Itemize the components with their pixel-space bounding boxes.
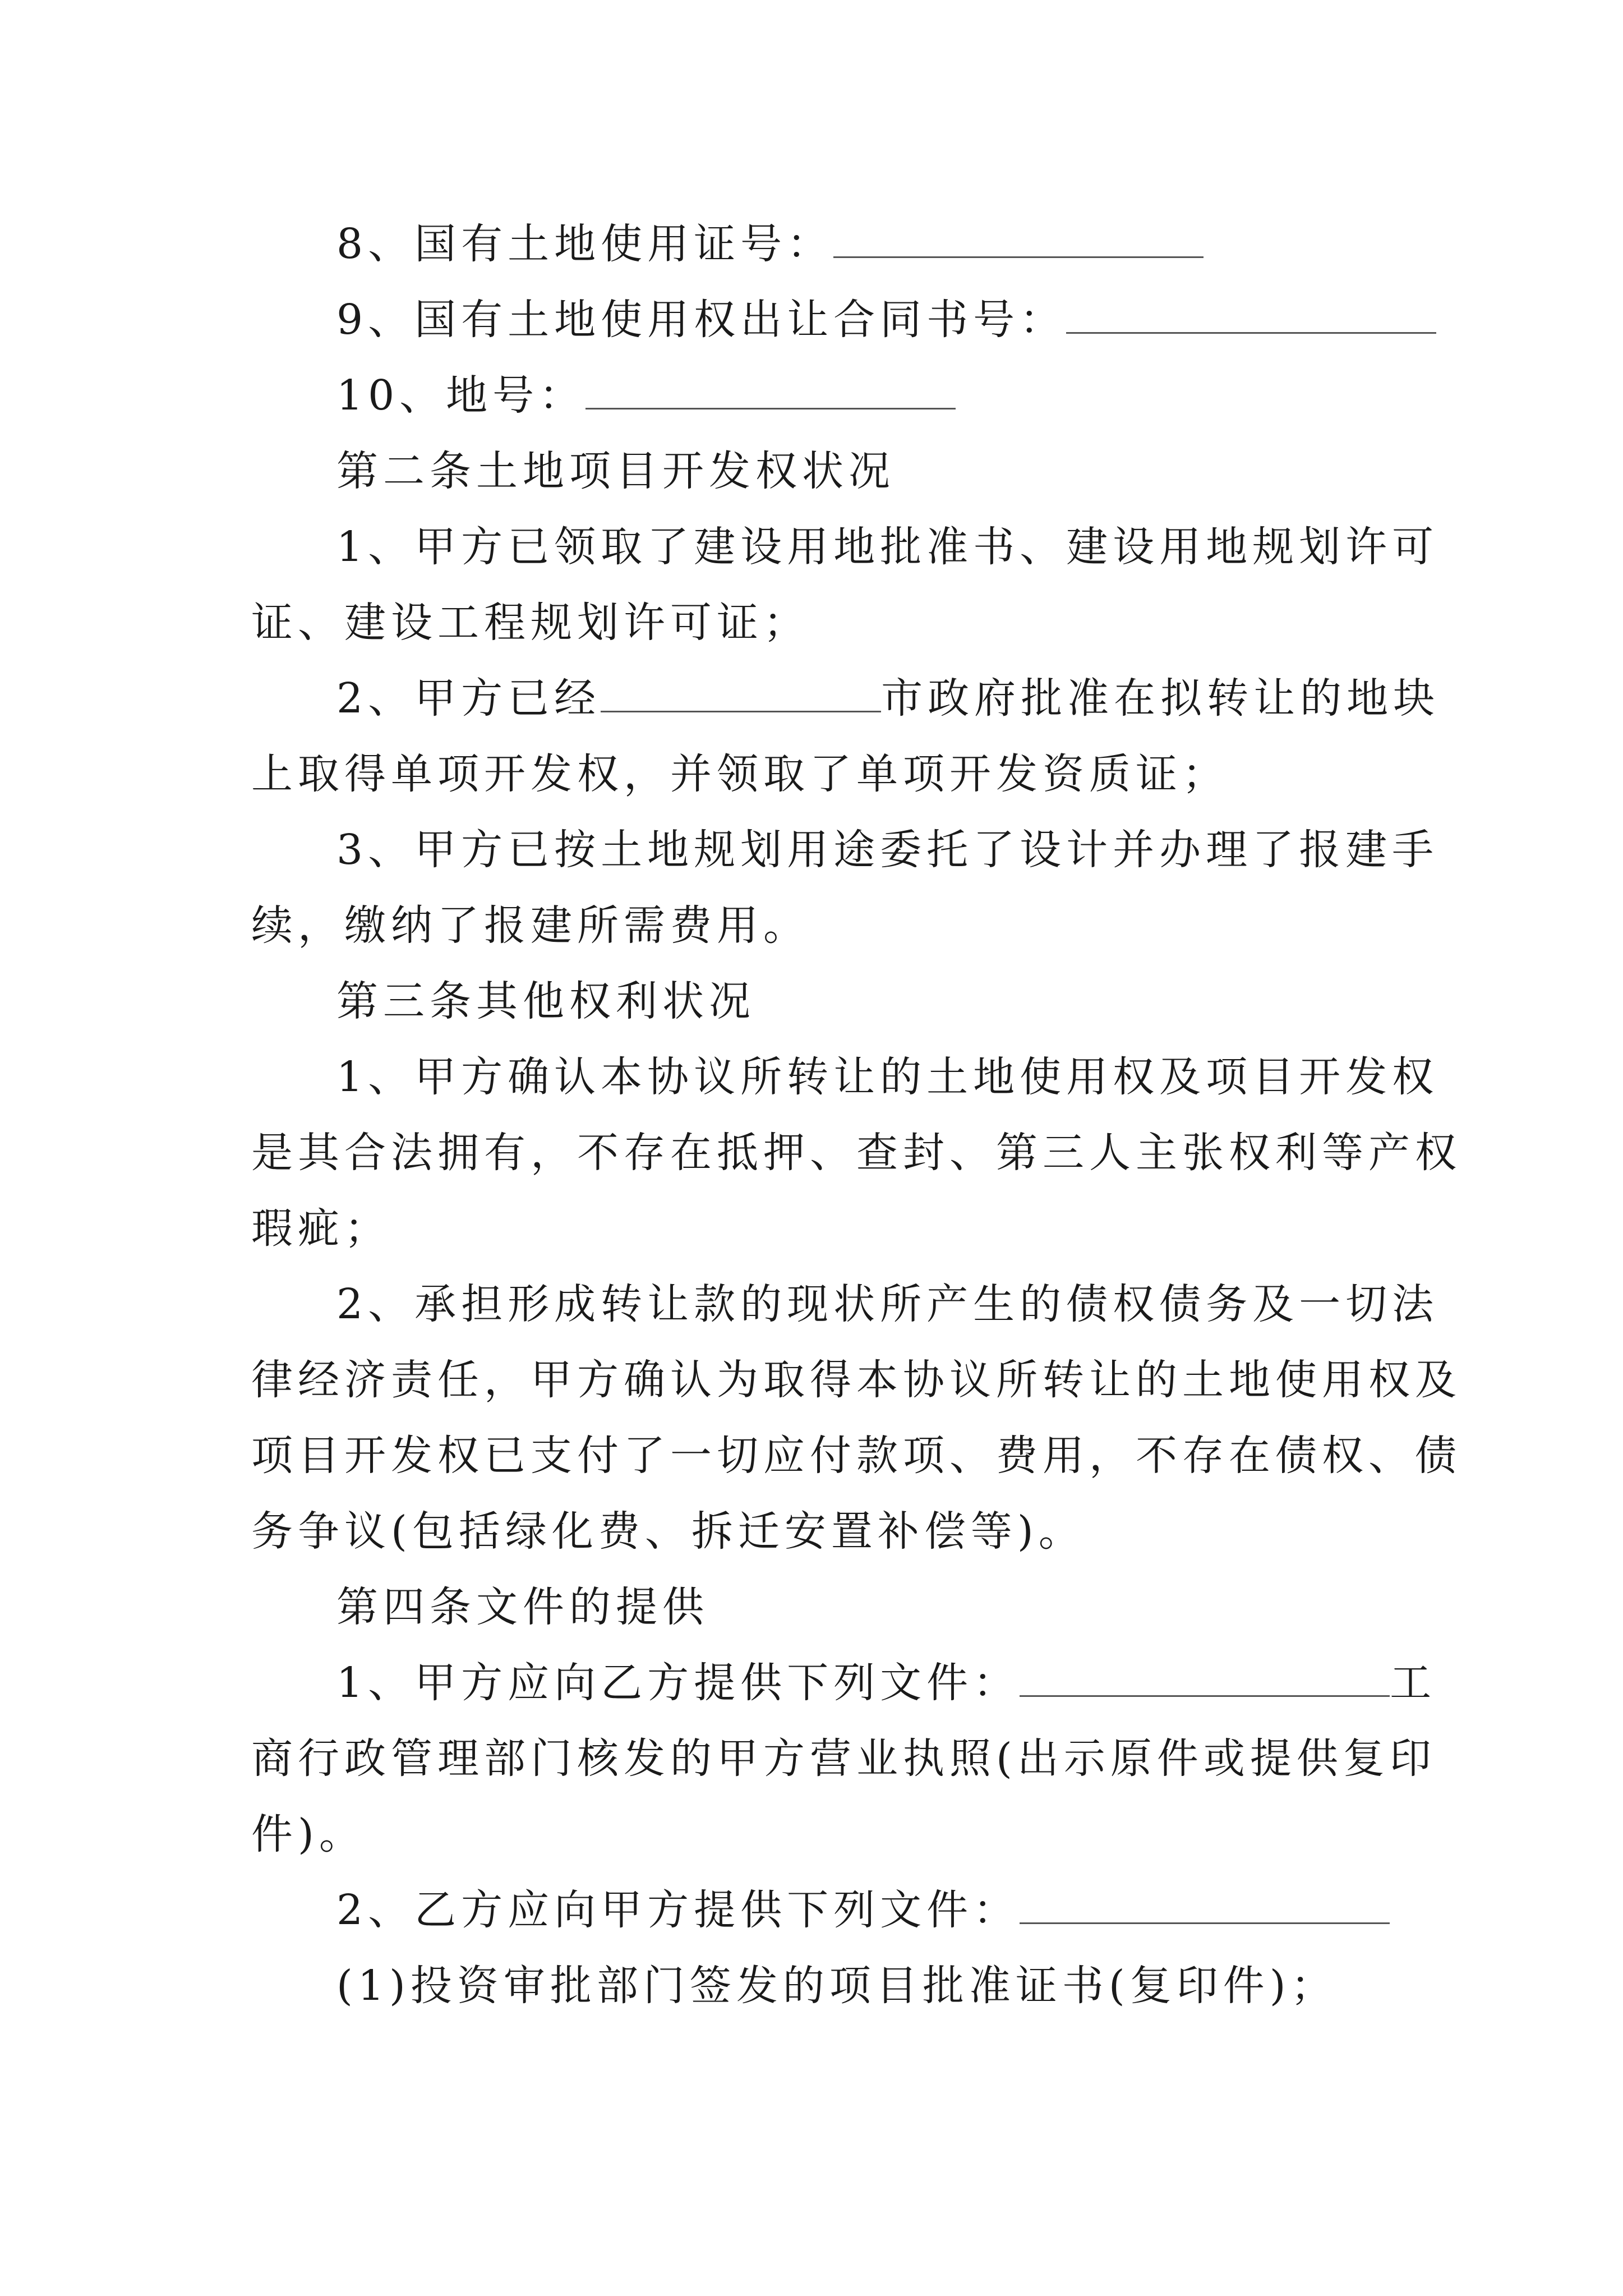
line-text: 1、甲方应向乙方提供下列文件： [336, 1659, 1020, 1707]
paragraph-line [336, 822, 1438, 878]
paragraph-line [336, 1882, 1390, 1938]
paragraph-line [336, 1276, 1438, 1332]
line-text: 2、承担形成转让款的现状所产生的债权债务及一切法 [336, 1280, 1439, 1328]
line-text: 10、地号： [336, 371, 586, 420]
fill-blank [833, 220, 1204, 258]
paragraph-line [251, 1731, 1436, 1787]
paragraph-line [251, 746, 1229, 802]
line-text: 9、国有土地使用权出让合同书号： [336, 296, 1067, 344]
paragraph-line [251, 1428, 1461, 1484]
line-text: (1)投资审批部门签发的项目批准证书(复印件)； [336, 1962, 1338, 2010]
fill-blank [585, 372, 956, 409]
paragraph-line [251, 595, 810, 651]
line-text: 上取得单项开发权，并领取了单项开发资质证； [251, 750, 1229, 798]
item-9-contract-number [336, 292, 1436, 348]
paragraph-line [336, 1958, 1338, 2014]
line-text: 8、国有土地使用证号： [336, 220, 834, 268]
line-text: 第四条文件的提供 [336, 1583, 709, 1631]
line-text-after-blank: 工 [1390, 1659, 1437, 1707]
paragraph-line [251, 1352, 1461, 1408]
paragraph-line [251, 1200, 391, 1257]
line-text: 务争议(包括绿化费、拆迁安置补偿等)。 [251, 1507, 1085, 1556]
line-text: 是其合法拥有，不存在抵押、查封、第三人主张权利等产权 [251, 1129, 1461, 1177]
paragraph-line [336, 1655, 1436, 1711]
paragraph-line [251, 898, 810, 954]
line-text: 2、甲方已经 [336, 674, 601, 723]
item-8-land-certificate [336, 216, 1204, 272]
paragraph-line [336, 670, 1440, 726]
paragraph-line [336, 1049, 1438, 1105]
paragraph-line [336, 519, 1438, 575]
paragraph-line [251, 1125, 1461, 1181]
article-2-heading [336, 443, 895, 499]
line-text: 2、乙方应向甲方提供下列文件： [336, 1886, 1020, 1934]
line-text: 商行政管理部门核发的甲方营业执照(出示原件或提供复印 [251, 1734, 1436, 1783]
line-text: 1、甲方确认本协议所转让的土地使用权及项目开发权 [336, 1053, 1439, 1101]
line-text: 3、甲方已按土地规划用途委托了设计并办理了报建手 [336, 826, 1439, 874]
line-text: 第二条土地项目开发权状况 [336, 447, 895, 495]
line-text: 1、甲方已领取了建设用地批准书、建设用地规划许可 [336, 523, 1439, 571]
fill-blank [1066, 296, 1436, 334]
line-text: 证、建设工程规划许可证； [251, 599, 810, 647]
fill-blank [601, 675, 881, 712]
item-10-lot-number [336, 367, 956, 424]
line-text: 续，缴纳了报建所需费用。 [251, 901, 810, 950]
line-text-after-blank: 市政府批准在拟转让的地块 [881, 674, 1440, 723]
paragraph-line [251, 1503, 1085, 1559]
paragraph-line [251, 1806, 366, 1862]
fill-blank [1020, 1887, 1390, 1924]
line-text: 项目开发权已支付了一切应付款项、费用，不存在债权、债 [251, 1432, 1461, 1480]
article-3-heading [336, 973, 755, 1029]
article-4-heading [336, 1579, 709, 1635]
line-text: 件)。 [251, 1810, 366, 1858]
line-text: 瑕疵； [251, 1204, 391, 1253]
fill-blank [1020, 1659, 1390, 1697]
line-text: 律经济责任，甲方确认为取得本协议所转让的土地使用权及 [251, 1356, 1461, 1404]
line-text: 第三条其他权利状况 [336, 977, 755, 1025]
